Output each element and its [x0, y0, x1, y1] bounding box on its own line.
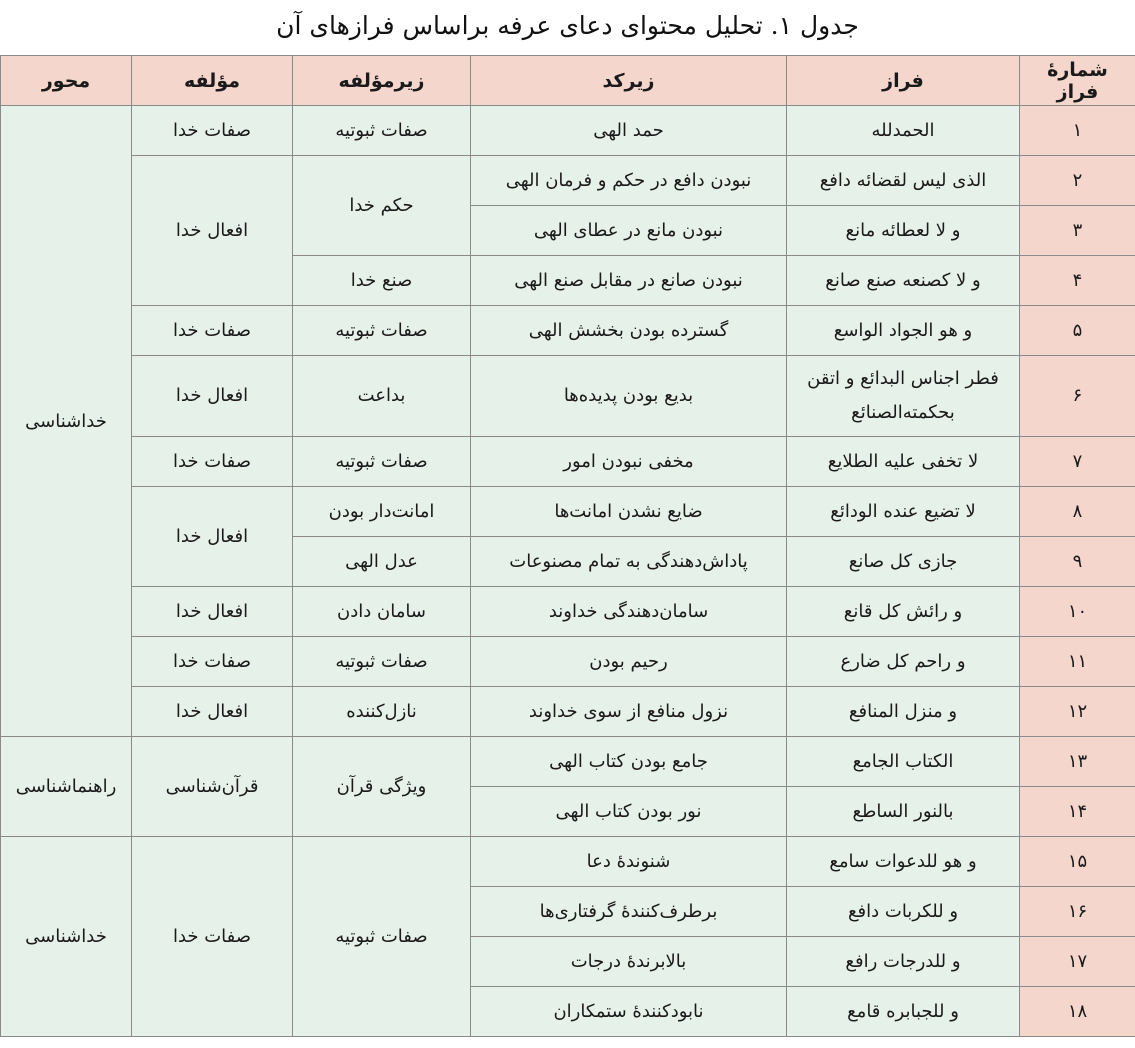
subcode-cell: بالابرندۀ درجات — [471, 937, 787, 987]
phrase-cell: جازی کل صانع — [787, 537, 1020, 587]
component-cell: صفات خدا — [132, 437, 293, 487]
phrase-cell: و لا لعطائه مانع — [787, 206, 1020, 256]
subcode-cell: مخفی نبودن امور — [471, 437, 787, 487]
row-number: ۱۵ — [1020, 837, 1135, 887]
subcode-cell: نابودکنندۀ ستمکاران — [471, 987, 787, 1037]
axis-cell: خداشناسی — [1, 106, 132, 737]
axis-cell: راهنماشناسی — [1, 737, 132, 837]
header-subcode: زیرکد — [471, 56, 787, 106]
table-row — [1, 687, 1135, 737]
subcomponent-cell: سامان دادن — [293, 587, 471, 637]
subcomponent-cell: صفات ثبوتیه — [293, 837, 471, 1037]
phrase-cell: و لا کصنعه صنع صانع — [787, 256, 1020, 306]
component-cell: قرآن‌شناسی — [132, 737, 293, 837]
row-number: ۱۱ — [1020, 637, 1135, 687]
subcomponent-cell: امانت‌دار بودن — [293, 487, 471, 537]
row-number: ۶ — [1020, 356, 1135, 437]
subcode-cell: رحیم بودن — [471, 637, 787, 687]
component-cell: افعال خدا — [132, 156, 293, 306]
component-cell: افعال خدا — [132, 687, 293, 737]
phrase-cell: و للکربات دافع — [787, 887, 1020, 937]
phrase-cell: و رائش کل قانع — [787, 587, 1020, 637]
subcode-cell: سامان‌دهندگی خداوند — [471, 587, 787, 637]
subcomponent-cell: صنع خدا — [293, 256, 471, 306]
phrase-cell: لا تضیع عنده الودائع — [787, 487, 1020, 537]
row-number: ۱۷ — [1020, 937, 1135, 987]
row-number: ۹ — [1020, 537, 1135, 587]
row-number: ۴ — [1020, 256, 1135, 306]
table-row — [1, 356, 1135, 437]
table-row — [1, 437, 1135, 487]
phrase-cell: و للجبابره قامع — [787, 987, 1020, 1037]
table-row — [1, 587, 1135, 637]
phrase-cell: و للدرجات رافع — [787, 937, 1020, 987]
phrase-cell: الحمدلله — [787, 106, 1020, 156]
component-cell: صفات خدا — [132, 106, 293, 156]
row-number: ۳ — [1020, 206, 1135, 256]
subcode-cell: نبودن مانع در عطای الهی — [471, 206, 787, 256]
row-number: ۲ — [1020, 156, 1135, 206]
phrase-cell: و هو الجواد الواسع — [787, 306, 1020, 356]
component-cell: افعال خدا — [132, 487, 293, 587]
row-number: ۱۶ — [1020, 887, 1135, 937]
row-number: ۱۰ — [1020, 587, 1135, 637]
header-subcomponent: زیرمؤلفه — [293, 56, 471, 106]
subcomponent-cell: صفات ثبوتیه — [293, 637, 471, 687]
component-cell: افعال خدا — [132, 587, 293, 637]
row-number: ۸ — [1020, 487, 1135, 537]
subcode-cell: گسترده بودن بخشش الهی — [471, 306, 787, 356]
subcomponent-cell: صفات ثبوتیه — [293, 437, 471, 487]
phrase-cell: فطر اجناس البدائع و اتقن بحکمته‌الصنائع — [787, 356, 1020, 437]
phrase-cell: بالنور الساطع — [787, 787, 1020, 837]
header-num: شمارۀ فراز — [1020, 56, 1135, 106]
row-number: ۱۴ — [1020, 787, 1135, 837]
subcomponent-cell: حکم خدا — [293, 156, 471, 256]
table-row — [1, 106, 1135, 156]
subcomponent-cell: بداعت — [293, 356, 471, 437]
content-analysis-table — [0, 55, 1135, 1037]
subcomponent-cell: صفات ثبوتیه — [293, 306, 471, 356]
table-row — [1, 837, 1135, 887]
header-component: مؤلفه — [132, 56, 293, 106]
component-cell: صفات خدا — [132, 306, 293, 356]
subcode-cell: نبودن دافع در حکم و فرمان الهی — [471, 156, 787, 206]
row-number: ۵ — [1020, 306, 1135, 356]
subcode-cell: برطرف‌کنندۀ گرفتاری‌ها — [471, 887, 787, 937]
phrase-cell: و منزل المنافع — [787, 687, 1020, 737]
phrase-cell: الکتاب الجامع — [787, 737, 1020, 787]
subcode-cell: پاداش‌دهندگی به تمام مصنوعات — [471, 537, 787, 587]
phrase-cell: و راحم کل ضارع — [787, 637, 1020, 687]
subcode-cell: شنوندۀ دعا — [471, 837, 787, 887]
axis-cell: خداشناسی — [1, 837, 132, 1037]
table-row — [1, 156, 1135, 206]
table-row — [1, 637, 1135, 687]
subcode-cell: حمد الهی — [471, 106, 787, 156]
table-row — [1, 737, 1135, 787]
table-row — [1, 306, 1135, 356]
header-axis: محور — [1, 56, 132, 106]
subcode-cell: جامع بودن کتاب الهی — [471, 737, 787, 787]
header-phrase: فراز — [787, 56, 1020, 106]
subcode-cell: بدیع بودن پدیده‌ها — [471, 356, 787, 437]
component-cell: صفات خدا — [132, 837, 293, 1037]
subcode-cell: نزول منافع از سوی خداوند — [471, 687, 787, 737]
table-title: جدول ۱. تحلیل محتوای دعای عرفه براساس فرازهای آن — [276, 11, 859, 40]
header-row — [1, 56, 1135, 106]
row-number: ۱۲ — [1020, 687, 1135, 737]
subcode-cell: نور بودن کتاب الهی — [471, 787, 787, 837]
subcomponent-cell: نازل‌کننده — [293, 687, 471, 737]
component-cell: صفات خدا — [132, 637, 293, 687]
table-row — [1, 487, 1135, 537]
subcomponent-cell: ویژگی قرآن — [293, 737, 471, 837]
subcomponent-cell: عدل الهی — [293, 537, 471, 587]
phrase-cell: الذی لیس لقضائه دافع — [787, 156, 1020, 206]
phrase-cell: و هو للدعوات سامع — [787, 837, 1020, 887]
subcomponent-cell: صفات ثبوتیه — [293, 106, 471, 156]
row-number: ۱۳ — [1020, 737, 1135, 787]
row-number: ۱ — [1020, 106, 1135, 156]
subcode-cell: ضایع نشدن امانت‌ها — [471, 487, 787, 537]
phrase-cell: لا تخفی علیه الطلایع — [787, 437, 1020, 487]
row-number: ۷ — [1020, 437, 1135, 487]
component-cell: افعال خدا — [132, 356, 293, 437]
subcode-cell: نبودن صانع در مقابل صنع الهی — [471, 256, 787, 306]
row-number: ۱۸ — [1020, 987, 1135, 1037]
